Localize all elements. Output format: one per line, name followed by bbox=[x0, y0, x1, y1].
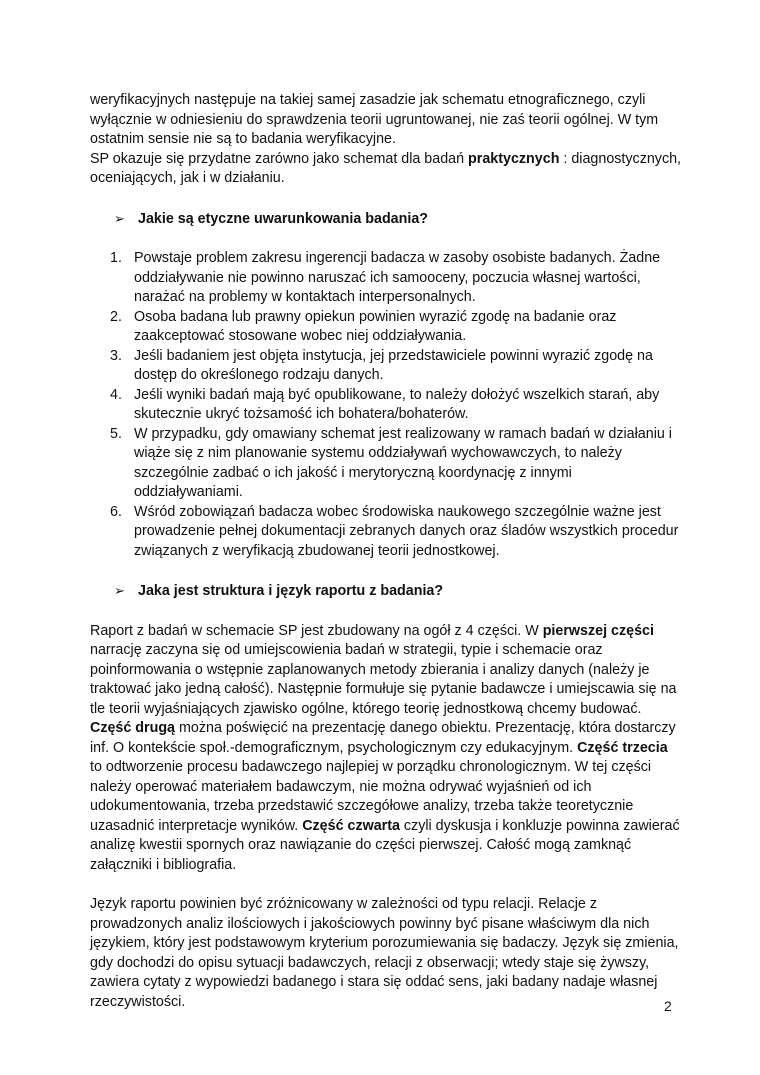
list-item: 1. Powstaje problem zakresu ingerencji badacza w zasoby osobiste badanych. Żadne oddziaływanie nie powinno naruszać ich samooceny, poczucia własnej wartości, narażać na problemy w kontaktach interpersonalnych. bbox=[110, 250, 661, 305]
page-number: 2 bbox=[664, 998, 672, 1014]
section-title: Jaka jest struktura i język raportu z badania? bbox=[138, 583, 444, 599]
arrow-bullet-icon: ➢ bbox=[114, 210, 125, 226]
page-content bbox=[90, 91, 682, 1012]
list-item: 6. Wśród zobowiązań badacza wobec środowiska naukowego szczególnie ważne jest prowadzenie pełnej dokumentacji zebranych danych oraz śladów wszystkich procedur związanych z weryfikacją zbudowanej teorii jednostkowej. bbox=[110, 503, 679, 559]
list-item: 5. W przypadku, gdy omawiany schemat jest realizowany w ramach badań w działaniu i wiąże się z nim planowanie systemu oddziaływań wychowawczych, to należy szczególnie zadbać o ich jakość i merytoryczną koordynację z innymi oddziaływaniami. bbox=[110, 425, 672, 500]
emphasis-part-3: Część trzecia bbox=[577, 739, 668, 756]
intro-paragraph-2: SP okazuje się przydatne zarówno jako schemat dla badań praktycznych : diagnostycznych, oceniających, jak i w działaniu. bbox=[90, 150, 682, 186]
section-heading-report bbox=[90, 581, 682, 602]
ethics-list bbox=[110, 249, 682, 561]
report-language-paragraph: Język raportu powinien być zróżnicowany w zależności od typu relacji. Relacje z prowadzonych analiz ilościowych i jakościowych powinny być pisane właściwym dla nich językiem, który jest podstawowym kryterium porozumiewania się badaczy. Język się zmienia, gdy dochodzi do opisu sytuacji badawczych, relacji z obserwacji; wtedy staje się żywszy, zawiera cytaty z wypowiedzi badanego i stara się oddać sens, jaki badany nadaje własnej rzeczywistości. bbox=[90, 896, 679, 1010]
emphasis-part-4: Część czwarta bbox=[302, 817, 400, 834]
list-item: 3. Jeśli badaniem jest objęta instytucja, jej przedstawiciele powinni wyrazić zgodę na dostęp do określonego rodzaju danych. bbox=[110, 347, 653, 383]
section-heading-ethics bbox=[90, 209, 682, 230]
intro-paragraph: weryfikacyjnych następuje na takiej samej zasadzie jak schematu etnograficznego, czyli wyłącznie w odniesieniu do sprawdzenia teorii ugruntowanej, nie zaś teorii ogólnej. W tym ostatnim sensie nie są to badania weryfikacyjne. bbox=[90, 92, 659, 147]
list-item: 2. Osoba badana lub prawny opiekun powinien wyrazić zgodę na badanie oraz zaakceptować stosowane wobec niej oddziaływania. bbox=[110, 308, 617, 344]
emphasis-part-2: Część drugą bbox=[90, 720, 176, 736]
report-structure-paragraph: Raport z badań w schemacie SP jest zbudowany na ogół z 4 części. W pierwszej części narrację zaczyna się od umiejscowienia badań w strategii, typie i schemacie oraz poinformowania o wstępnie zaplanowanych metody zbierania i analizy danych (należy je traktować jako jedną całość). Następnie formułuje się pytanie badawcze i umiejscawia się na tle teorii wyjaśniających zjawisko ogólne, którego teorię jednostkową chcemy budować. Część drugą można poświęcić na prezentację danego obiektu. Prezentację, która dostarczy inf. O kontekście społ.-demograficznym, psychologicznym czy edukacyjnym. Część trzecia to odtworzenie procesu badawczego najlepiej w porządku chronologicznym. W tej części należy operować materiałem badawczym, nie można odrywać wyjaśnień od ich udokumentowania, trzeba przedstawić szczegółowe analizy, trzeba także teoretycznie uzasadnić interpretacje wyników. Część czwarta czyli dyskusja i konkluzje powinna zawierać analizę kwestii spornych oraz nawiązanie do części pierwszej. Całość mogą zamknąć załączniki i bibliografia. bbox=[90, 622, 680, 873]
list-item: 4. Jeśli wyniki badań mają być opublikowane, to należy dołożyć wszelkich starań, aby skutecznie ukryć tożsamość ich bohatera/bohaterów. bbox=[110, 386, 660, 422]
emphasis-praktycznych: praktycznych bbox=[468, 150, 560, 167]
section-title: Jakie są etyczne uwarunkowania badania? bbox=[138, 210, 429, 227]
emphasis-part-1: pierwszej części bbox=[542, 622, 654, 639]
arrow-bullet-icon: ➢ bbox=[114, 583, 125, 598]
